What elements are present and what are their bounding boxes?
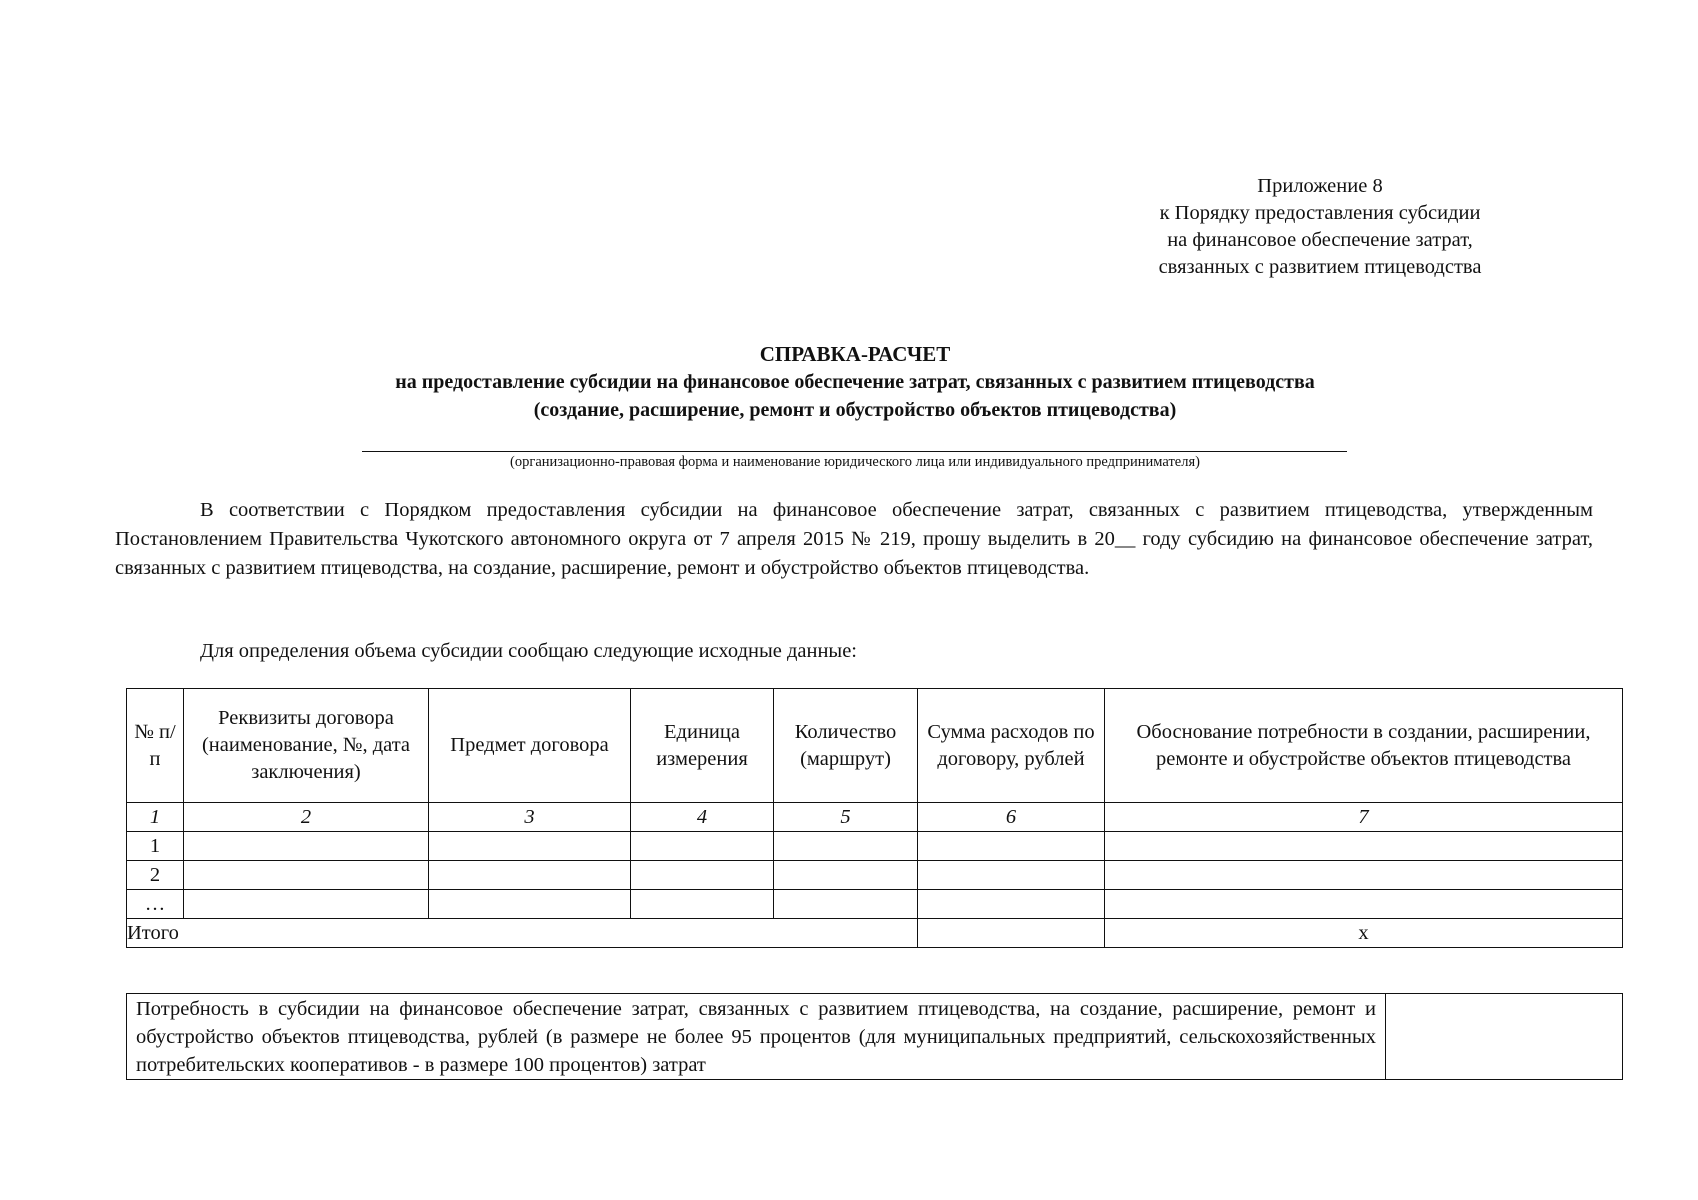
table-cell[interactable] <box>184 861 429 890</box>
table-cell[interactable] <box>631 832 774 861</box>
appendix-line: связанных с развитием птицеводства <box>1158 256 1482 278</box>
total-label: Итого <box>127 919 918 948</box>
total-amount-cell[interactable] <box>918 919 1105 948</box>
table-cell[interactable] <box>774 861 918 890</box>
table-cell[interactable] <box>184 890 429 919</box>
column-number-row <box>127 803 1623 832</box>
column-header-quantity: Количество (маршрут) <box>774 689 918 803</box>
table-cell[interactable] <box>774 890 918 919</box>
column-header-unit: Единица измерения <box>631 689 774 803</box>
table-cell[interactable] <box>184 832 429 861</box>
column-number: 4 <box>631 803 774 832</box>
table-cell[interactable] <box>918 832 1105 861</box>
subsidy-need-label: Потребность в субсидии на финансовое обеспечение затрат, связанных с развитием птицеводства, на создание, расширение, ремонт и обустройство объектов птицеводства, рублей (в размере не более 95 процентов (для муниципальных предприятий, сельскохозяйственных потребительских кооперативов - в размере 100 процентов) затрат <box>127 994 1386 1080</box>
column-header-contract-subject: Предмет договора <box>429 689 631 803</box>
row-number: 1 <box>127 832 184 861</box>
title-subtitle: на предоставление субсидии на финансовое обеспечение затрат, связанных с развитием птицеводства <box>395 371 1315 393</box>
title-main: СПРАВКА-РАСЧЕТ <box>759 342 951 366</box>
table-cell[interactable] <box>918 861 1105 890</box>
column-number: 3 <box>429 803 631 832</box>
column-number: 2 <box>184 803 429 832</box>
subsidy-need-row <box>127 994 1623 1080</box>
title-subtitle-parenthetical: (создание, расширение, ремонт и обустройство объектов птицеводства) <box>533 399 1177 421</box>
column-number: 1 <box>127 803 184 832</box>
request-paragraph: В соответствии с Порядком предоставления субсидии на финансовое обеспечение затрат, связанных с развитием птицеводства, утвержденным Постановлением Правительства Чукотского автономного округа от 7 апреля 2015 № 219, прошу выделить в 20__ году субсидию на финансовое обеспечение затрат, связанных с развитием птицеводства, на создание, расширение, ремонт и обустройство объектов птицеводства. <box>115 499 1593 579</box>
total-row <box>127 919 1623 948</box>
row-number: … <box>127 890 184 919</box>
column-header-justification: Обоснование потребности в создании, расширении, ремонте и обустройстве объектов птицеводства <box>1105 689 1623 803</box>
organization-name-line[interactable] <box>362 451 1347 452</box>
table-cell[interactable] <box>429 861 631 890</box>
table-header-row <box>127 689 1623 803</box>
calculation-table <box>126 688 1623 948</box>
organization-name-caption: (организационно-правовая форма и наименование юридического лица или индивидуального предпринимателя) <box>510 454 1200 470</box>
column-number: 5 <box>774 803 918 832</box>
table-cell[interactable] <box>774 832 918 861</box>
column-number: 7 <box>1105 803 1623 832</box>
column-header-number: № п/п <box>127 689 184 803</box>
table-cell[interactable] <box>631 861 774 890</box>
table-cell[interactable] <box>429 832 631 861</box>
table-cell[interactable] <box>1105 861 1623 890</box>
table-cell[interactable] <box>631 890 774 919</box>
table-row <box>127 861 1623 890</box>
subsidy-need-table <box>126 993 1623 1080</box>
appendix-line: Приложение 8 <box>1257 175 1383 197</box>
appendix-header <box>1100 173 1540 281</box>
table-row <box>127 832 1623 861</box>
table-cell[interactable] <box>1105 832 1623 861</box>
appendix-line: на финансовое обеспечение затрат, <box>1167 229 1473 251</box>
table-cell[interactable] <box>918 890 1105 919</box>
data-intro-text: Для определения объема субсидии сообщаю следующие исходные данные: <box>200 640 858 662</box>
row-number: 2 <box>127 861 184 890</box>
table-cell[interactable] <box>1105 890 1623 919</box>
column-header-contract-details: Реквизиты договора (наименование, №, дата заключения) <box>184 689 429 803</box>
table-row <box>127 890 1623 919</box>
column-number: 6 <box>918 803 1105 832</box>
appendix-line: к Порядку предоставления субсидии <box>1159 202 1481 224</box>
document-title <box>150 340 1560 424</box>
column-header-expense-amount: Сумма расходов по договору, рублей <box>918 689 1105 803</box>
subsidy-need-amount-cell[interactable] <box>1386 994 1623 1080</box>
total-x-mark: х <box>1105 919 1623 948</box>
table-cell[interactable] <box>429 890 631 919</box>
